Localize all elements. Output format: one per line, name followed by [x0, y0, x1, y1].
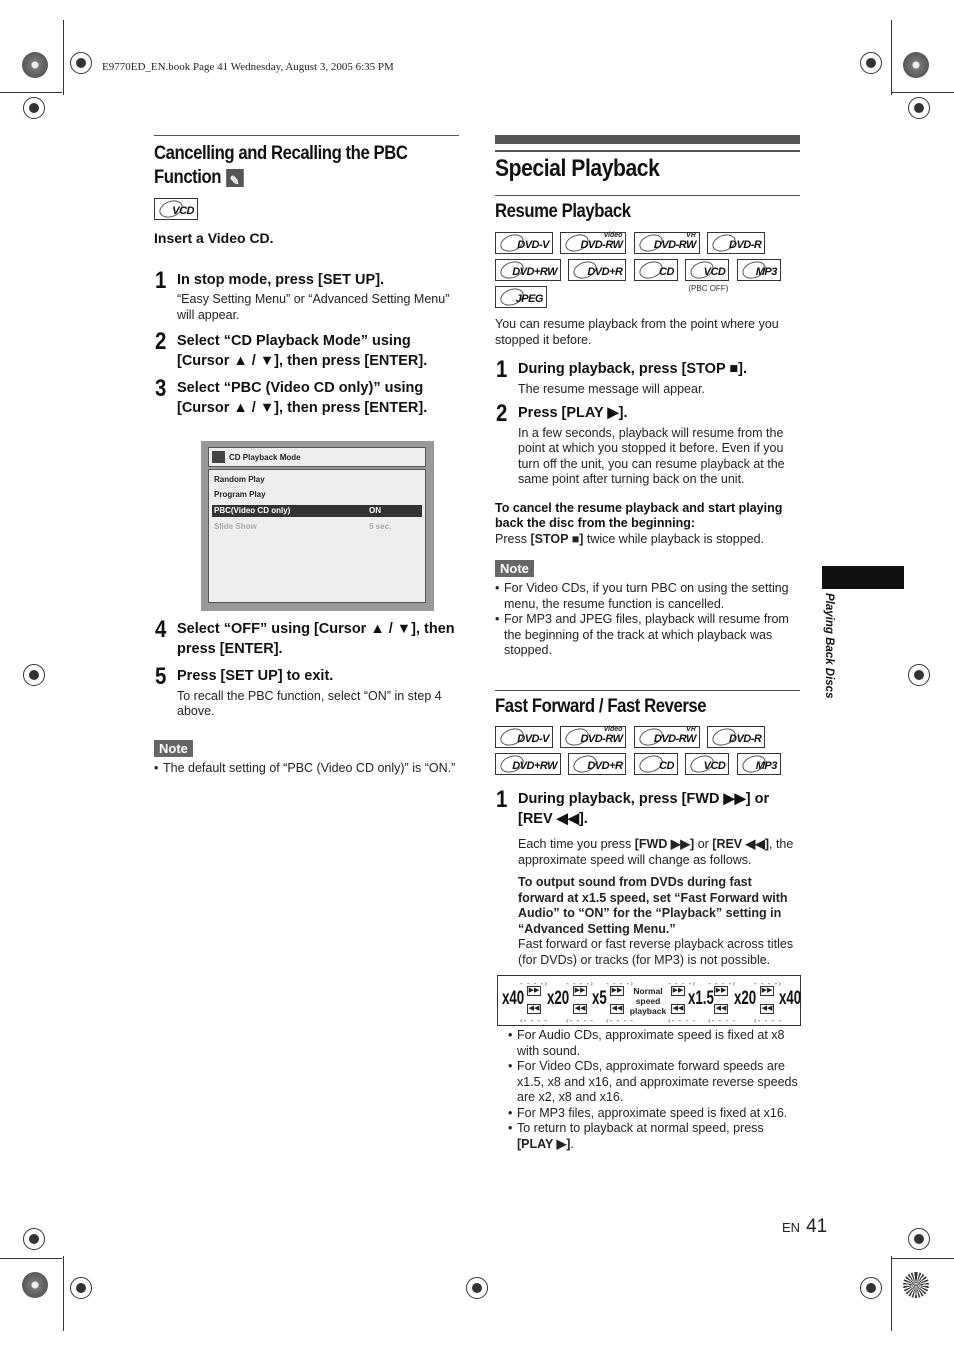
badge-cd: CD — [634, 753, 678, 775]
note-label: Note — [154, 740, 193, 757]
crosshair-icon — [908, 664, 930, 686]
rev-button-icon: ◀◀ — [715, 1005, 727, 1012]
ff-badges — [495, 726, 800, 780]
crop-line — [891, 1256, 892, 1331]
cancel-resume-text: Press [STOP ■] twice while playback is stopped. — [495, 531, 765, 546]
fwd-button-icon: ▶▶ — [574, 987, 586, 994]
note-item: • The default setting of “PBC (Video CD only)” is “ON.” — [154, 761, 459, 777]
badge-dvd-rw-vr: VR DVD-RW — [634, 726, 700, 748]
crosshair-icon — [23, 97, 45, 119]
crosshair-icon — [908, 97, 930, 119]
speed-x20: x20 — [734, 988, 757, 1009]
print-header: E9770ED_EN.book Page 41 Wednesday, August 3, 2005 6:35 PM — [102, 61, 394, 73]
section-rule — [495, 195, 800, 196]
resume-note-list — [495, 581, 800, 659]
crop-line — [0, 1258, 62, 1259]
resume-step-1: 1 During playback, press [STOP ■]. The resume message will appear. — [496, 356, 748, 396]
ff-bullet-list — [508, 1028, 800, 1152]
registration-disc-icon — [22, 52, 48, 78]
left-column-lower — [154, 616, 459, 776]
badge-vcd: VCD — [685, 753, 729, 775]
ff-limit-text: Fast forward or fast reverse playback across titles (for DVDs) or tracks (for MP3) is not possible. — [518, 937, 794, 967]
screen-panel — [208, 469, 426, 603]
cd-playback-mode-screen — [201, 441, 434, 611]
speed-x5: x5 — [592, 988, 607, 1009]
speed-x1-5: x1.5 — [688, 988, 714, 1009]
crosshair-icon — [466, 1277, 488, 1299]
side-tab-label: Playing Back Discs — [823, 593, 835, 699]
intro-text: Insert a Video CD. — [154, 230, 274, 246]
step-3: 3 Select “PBC (Video CD only)” using [Cursor ▲ / ▼], then press [ENTER]. — [155, 375, 428, 416]
badge-mp3: MP3 — [737, 753, 781, 775]
badge-dvd-plus-rw: DVD+RW — [495, 259, 561, 281]
badge-cd: CD — [634, 259, 678, 281]
badge-vcd: VCD — [154, 198, 198, 220]
crop-line — [892, 1258, 954, 1259]
crosshair-icon — [908, 1228, 930, 1250]
crop-line — [63, 1256, 64, 1331]
badge-dvd-v: DVD-V — [495, 726, 553, 748]
ff-audio-setting: To output sound from DVDs during fast forward at x1.5 speed, set “Fast Forward with Audio” to “ON” for the “Playback” setting in “Advanced Setting Menu.” — [518, 875, 788, 936]
fwd-button-icon: ▶▶ — [611, 987, 623, 994]
menu-row-program-play[interactable]: Program Play — [214, 490, 266, 499]
registration-disc-icon — [903, 52, 929, 78]
bullet-item: • For Video CDs, approximate forward speeds are x1.5, x8 and x16, and approximate reverse speeds are x2, x8 and x16. — [508, 1059, 800, 1106]
badge-jpeg: JPEG — [495, 286, 547, 308]
crop-line — [63, 20, 64, 95]
ff-bullets — [508, 1028, 800, 1152]
rev-button-icon: ◀◀ — [611, 1005, 623, 1012]
bullet-item: • For Audio CDs, approximate speed is fixed at x8 with sound. — [508, 1028, 800, 1059]
left-column — [154, 135, 459, 418]
badge-dvd-plus-r: DVD+R — [568, 259, 626, 281]
normal-speed-label: Normal speed playback — [629, 986, 667, 1016]
screen-title-bar: CD Playback Mode — [208, 447, 426, 467]
note-label: Note — [495, 560, 534, 577]
resume-intro: You can resume playback from the point where you stopped it before. — [495, 317, 779, 347]
menu-icon — [212, 451, 225, 463]
crosshair-icon — [23, 1228, 45, 1250]
page-number — [782, 1216, 827, 1238]
badge-dvd-rw-video: Video DVD-RW — [560, 232, 626, 254]
badge-vcd: VCD (PBC OFF) — [685, 259, 729, 281]
menu-row-random-play[interactable]: Random Play — [214, 475, 265, 484]
fwd-button-icon: ▶▶ — [761, 987, 773, 994]
resume-section-title: Resume Playback — [495, 201, 631, 222]
crosshair-icon — [860, 52, 882, 74]
ff-section-title: Fast Forward / Fast Reverse — [495, 696, 707, 717]
badge-dvd-v: DVD-V — [495, 232, 553, 254]
badge-dvd-rw-video: Video DVD-RW — [560, 726, 626, 748]
fwd-button-icon: ▶▶ — [528, 987, 540, 994]
bullet-item: • To return to playback at normal speed, press [PLAY ▶]. — [508, 1121, 800, 1152]
step-5: 5 Press [SET UP] to exit. To recall the PBC function, select “ON” in step 4 above. — [155, 663, 442, 718]
ff-step-1: 1 During playback, press [FWD ▶▶] or [REV ◀◀]. Each time you press [FWD ▶▶] or [REV ◀◀], the approximate speed will change as follows. To output sound from DVDs during fast forward at x1.5 speed, set “Fast Forward with Audio” to “ON” for the “Playback” setting in “Advanced Setting Menu.” Fast forward or fast reverse playback across titles (for DVDs) or tracks (for MP3) is not possible. — [495, 790, 800, 968]
rev-button-icon: ◀◀ — [574, 1005, 586, 1012]
note-item: • For MP3 and JPEG files, playback will resume from the beginning of the track at which playback was stopped. — [495, 612, 800, 659]
badge-dvd-r: DVD-R — [707, 232, 765, 254]
fwd-button-icon: ▶▶ — [715, 987, 727, 994]
badge-mp3: MP3 — [737, 259, 781, 281]
ff-section — [495, 690, 800, 968]
section-rule — [495, 690, 800, 691]
note-item: • For Video CDs, if you turn PBC on using the setting menu, the resume function is cancelled. — [495, 581, 800, 612]
pbc-section-title: Cancelling and Recalling the PBC Function✎ — [154, 142, 422, 190]
bullet-item: • For MP3 files, approximate speed is fixed at x16. — [508, 1106, 800, 1122]
crosshair-icon — [860, 1277, 882, 1299]
crop-line — [892, 92, 954, 93]
step-2: 2 Select “CD Playback Mode” using [Cursor ▲ / ▼], then press [ENTER]. — [155, 328, 428, 369]
speed-x20: x20 — [547, 988, 570, 1009]
right-column — [495, 135, 800, 659]
rev-button-icon: ◀◀ — [761, 1005, 773, 1012]
page-number-value: 41 — [806, 1216, 828, 1237]
speed-x40: x40 — [502, 988, 525, 1009]
title-rule-thin — [495, 150, 800, 152]
speed-x40: x40 — [779, 988, 802, 1009]
note-list — [154, 761, 459, 777]
wrench-icon — [226, 169, 244, 187]
fwd-button-icon: ▶▶ — [672, 987, 684, 994]
resume-step-2: 2 Press [PLAY ▶]. In a few seconds, playback will resume from the point at which you stopped it before. Even if you turn off the unit, you can resume playback at the same point after turning back on the unit. — [496, 400, 785, 486]
cancel-resume-heading: To cancel the resume playback and start playing back the disc from the beginning: — [495, 500, 783, 530]
title-rule-thick — [495, 135, 800, 144]
menu-row-pbc[interactable]: PBC(Video CD only) ON — [212, 505, 422, 517]
badge-dvd-rw-vr: VR DVD-RW — [634, 232, 700, 254]
crop-line — [0, 92, 62, 93]
badge-dvd-r: DVD-R — [707, 726, 765, 748]
section-rule — [154, 135, 459, 136]
crosshair-icon — [23, 664, 45, 686]
step-1: 1 In stop mode, press [SET UP]. “Easy Setting Menu” or “Advanced Setting Menu” will appear. — [155, 266, 450, 322]
registration-disc-icon — [22, 1272, 48, 1298]
side-tab — [822, 566, 904, 589]
crop-line — [891, 20, 892, 95]
resume-badges — [495, 232, 800, 313]
registration-disc-icon — [903, 1272, 929, 1298]
menu-row-slide-show: Slide Show 5 sec. — [214, 522, 392, 531]
language-label: EN — [782, 1220, 801, 1235]
badge-dvd-plus-r: DVD+R — [568, 753, 626, 775]
crosshair-icon — [70, 1277, 92, 1299]
badge-dvd-plus-rw: DVD+RW — [495, 753, 561, 775]
rev-button-icon: ◀◀ — [672, 1005, 684, 1012]
rev-button-icon: ◀◀ — [528, 1005, 540, 1012]
page-title: Special Playback — [495, 155, 660, 182]
crosshair-icon — [70, 52, 92, 74]
speed-diagram: - - - -› - - - -› - - - -› - - - -› - - - -› - - - -› x40 ▶▶ ◀◀ x20 ▶▶ ◀◀ x5 ▶▶ ◀◀ Normal speed playback ▶▶ ◀◀ x1.5 ▶▶ ◀◀ x20 ▶▶ ◀◀ x40 ‹- - - - ‹- - - - ‹- - - - ‹- - - - ‹- - - - ‹- - - - — [497, 975, 801, 1026]
step-4: 4 Select “OFF” using [Cursor ▲ / ▼], then press [ENTER]. — [155, 616, 455, 657]
